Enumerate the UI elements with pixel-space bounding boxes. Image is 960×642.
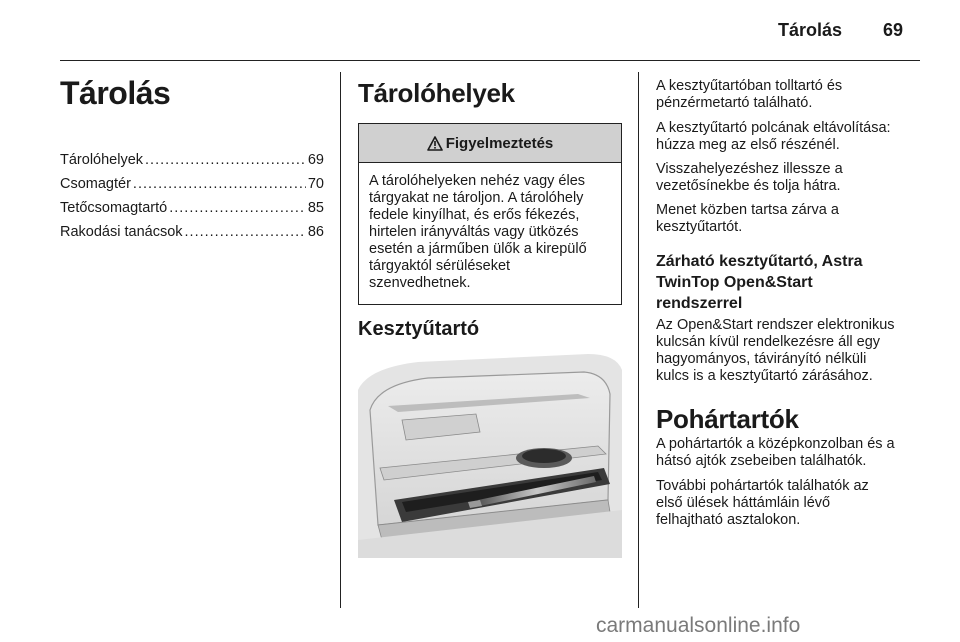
warning-line: tárgyaktól sérüléseket [369,258,511,274]
column-divider [340,72,341,608]
glovebox-paragraph [656,161,843,195]
text-line: kulcs is a kesztyűtartó zárásához. [656,368,873,384]
header-rule [60,60,920,61]
page-number: 69 [883,20,904,40]
toc-page: 86 [307,224,324,240]
warning-line: szenvedhetnek. [369,275,471,291]
text-line: Az Open&Start rendszer elektronikus [656,317,895,333]
glovebox-paragraph [656,202,839,236]
toc-entry[interactable] [60,224,324,241]
toc-leader [133,176,306,193]
text-line: felhajtható asztalokon. [656,512,801,528]
warning-box [358,123,622,305]
text-line: Visszahelyezéshez illessze a [656,161,843,177]
glovebox-photo [358,350,622,558]
toc-leader [185,224,306,241]
lockable-glovebox-paragraph [656,317,895,385]
warning-title: Figyelmeztetés [445,134,554,152]
cupholders-paragraph [656,436,895,470]
toc-entry[interactable] [60,176,324,193]
text-line: húzza meg az első részénél. [656,137,840,153]
warning-line: fedele kinyílhat, és erős fékezés, [369,207,580,223]
warning-line: hirtelen irányváltás vagy ütközés [369,224,579,240]
toc-entry[interactable] [60,200,324,217]
toc-page: 69 [307,152,324,168]
text-line: pénzérmetartó található. [656,95,813,111]
text-line: kulcsán kívül rendelkezésre áll egy [656,334,881,350]
toc-entry[interactable] [60,152,324,169]
warning-line: esetén a járműben ülők a kirepülő [369,241,587,257]
heading-line: TwinTop Open&Start [656,274,813,291]
toc-label: Csomagtér [60,176,131,192]
cupholders-paragraph [656,478,869,529]
warning-text [359,163,621,292]
text-line: hátsó ajtók zsebeiben találhatók. [656,453,867,469]
cupholders-heading: Pohártartók [656,404,799,434]
text-line: További pohártartók találhatók az [656,478,869,494]
text-line: A kesztyűtartóban tolltartó és [656,78,843,94]
text-line: Menet közben tartsa zárva a [656,202,839,218]
text-line: A pohártartók a középkonzolban és a [656,436,895,452]
column-divider [638,72,639,608]
glovebox-paragraph [656,78,842,112]
running-header-title: Tárolás [778,20,843,40]
heading-line: Zárható kesztyűtartó, Astra [656,253,863,270]
glovebox-heading: Kesztyűtartó [358,318,480,340]
watermark: carmanualsonline.info [596,614,801,637]
toc-label: Rakodási tanácsok [60,224,183,240]
toc-leader [169,200,306,217]
text-line: hagyományos, távirányító nélküli [656,351,867,367]
warning-header [359,124,621,163]
text-line: A kesztyűtartó polcának eltávolítása: [656,120,891,136]
warning-line: tárgyakat ne tároljon. A tárolóhely [369,190,584,206]
heading-line: rendszerrel [656,295,743,312]
toc-label: Tárolóhelyek [60,152,144,168]
text-line: vezetősínekbe és tolja hátra. [656,178,841,194]
chapter-title: Tárolás [60,75,171,111]
toc-leader [145,152,306,169]
toc-label: Tetőcsomagtartó [60,200,168,216]
lockable-glovebox-heading [656,251,863,314]
toc-page: 70 [307,176,324,192]
text-line: első ülések háttámláin lévő [656,495,831,511]
warning-line: A tárolóhelyeken nehéz vagy éles [369,173,586,189]
toc-page: 85 [307,200,324,216]
section-title: Tárolóhelyek [358,78,515,108]
text-line: kesztyűtartót. [656,219,743,235]
warning-triangle-icon [427,136,443,151]
glovebox-paragraph [656,120,891,154]
